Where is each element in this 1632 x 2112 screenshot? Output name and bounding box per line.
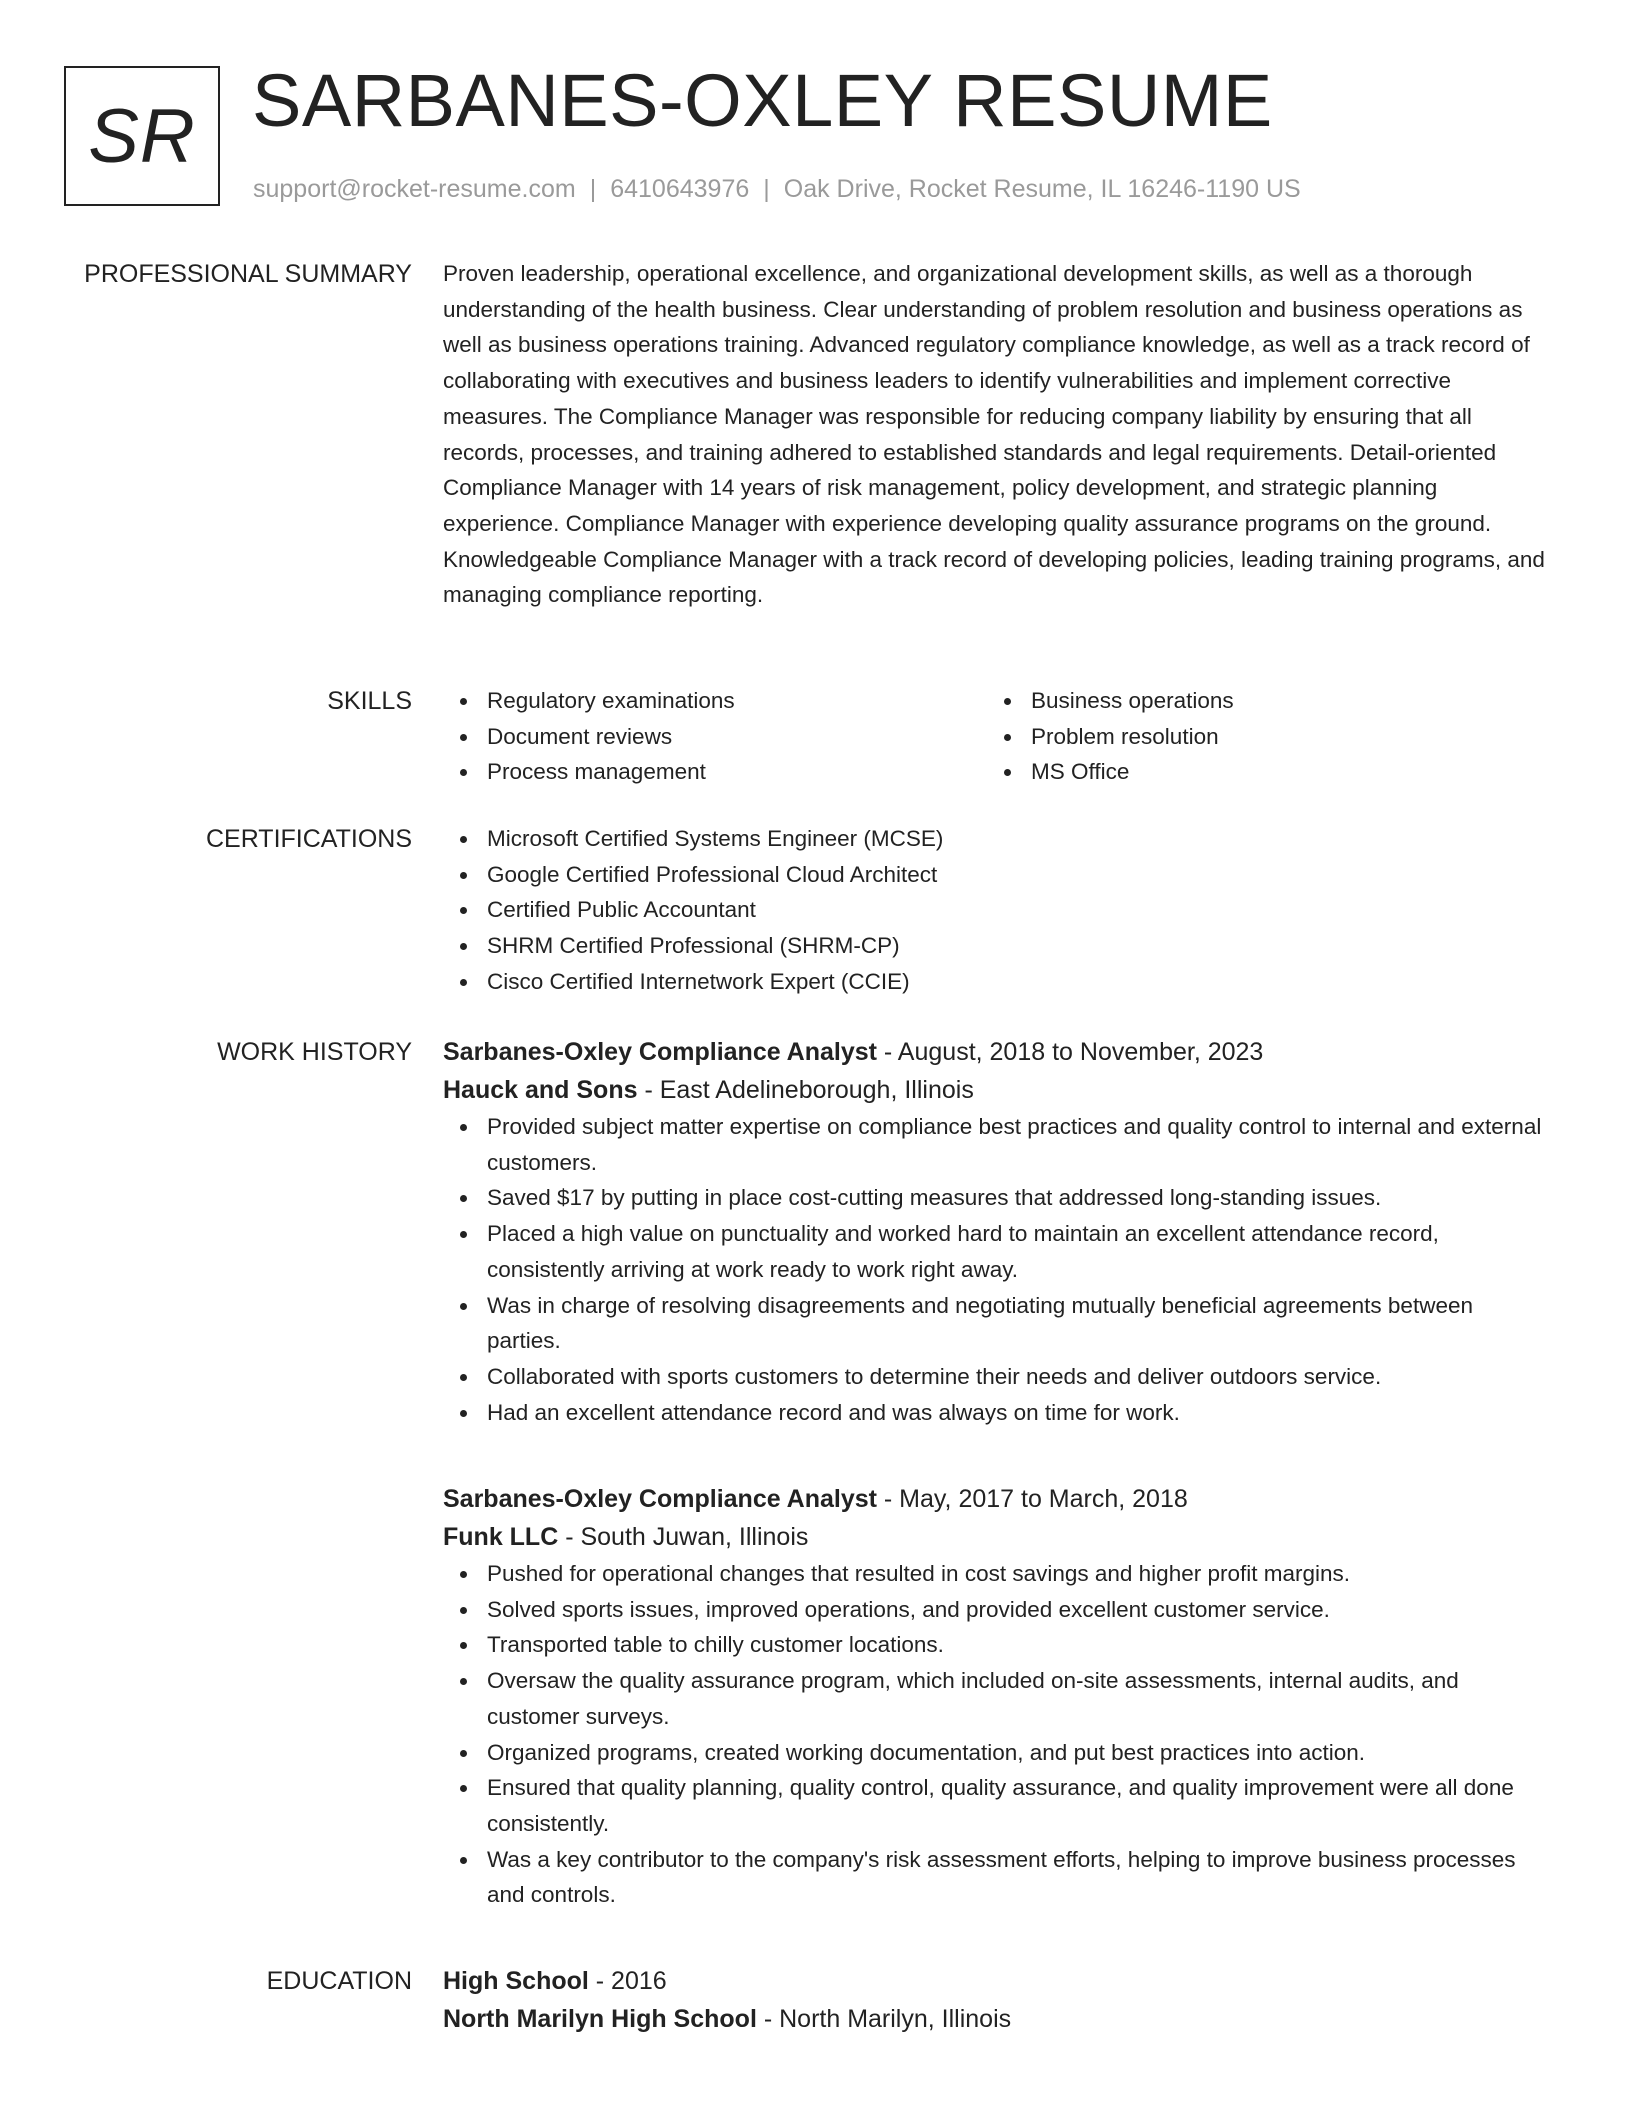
job-bullet: Was a key contributor to the company's risk assessment efforts, helping to improve business processes and controls.	[443, 1842, 1553, 1913]
job-dates: - May, 2017 to March, 2018	[876, 1485, 1188, 1513]
work-history-body	[443, 1034, 1553, 1430]
job-bullet: Had an excellent attendance record and was always on time for work.	[443, 1395, 1553, 1431]
certification-item: Certified Public Accountant	[443, 892, 1553, 928]
section-label-summary: PROFESSIONAL SUMMARY	[84, 260, 412, 288]
job-bullet: Ensured that quality planning, quality control, quality assurance, and quality improvement were all done consistently.	[443, 1770, 1553, 1841]
section-label-work-history: WORK HISTORY	[217, 1038, 412, 1066]
job-bullet: Placed a high value on punctuality and worked hard to maintain an excellent attendance record, consistently arriving at work ready to work right away.	[443, 1216, 1553, 1287]
page-title: SARBANES-OXLEY RESUME	[252, 59, 1273, 142]
contact-address: Oak Drive, Rocket Resume, IL 16246-1190 US	[783, 175, 1301, 203]
job-bullet: Saved $17 by putting in place cost-cutting measures that addressed long-standing issues.	[443, 1180, 1553, 1216]
job-bullet: Provided subject matter expertise on compliance best practices and quality control to internal and external customers.	[443, 1109, 1553, 1180]
skill-item: Regulatory examinations	[443, 683, 987, 719]
job-bullet: Solved sports issues, improved operations, and provided excellent customer service.	[443, 1592, 1553, 1628]
skills-body	[443, 683, 1553, 790]
job-company-line	[443, 1072, 1553, 1110]
job-bullet: Pushed for operational changes that resulted in cost savings and higher profit margins.	[443, 1556, 1553, 1592]
skill-item: Document reviews	[443, 719, 987, 755]
skill-item: Business operations	[987, 683, 1531, 719]
summary-body	[443, 256, 1553, 613]
job-bullets	[443, 1556, 1553, 1913]
certification-item: Google Certified Professional Cloud Architect	[443, 857, 1553, 893]
job-bullet: Was in charge of resolving disagreements and negotiating mutually beneficial agreements between parties.	[443, 1288, 1553, 1359]
job-bullet: Transported table to chilly customer locations.	[443, 1627, 1553, 1663]
skill-item: MS Office	[987, 754, 1531, 790]
job-location: - South Juwan, Illinois	[558, 1522, 809, 1551]
job-company: Hauck and Sons	[443, 1075, 638, 1104]
education-location: - North Marilyn, Illinois	[756, 2004, 1012, 2033]
contact-email: support@rocket-resume.com	[253, 175, 576, 203]
job-entry	[443, 1034, 1553, 1430]
job-title-line	[443, 1034, 1553, 1072]
certifications-body	[443, 821, 1553, 1000]
contact-line	[253, 172, 1301, 206]
education-body	[443, 1963, 1553, 2038]
job-bullet: Oversaw the quality assurance program, which included on-site assessments, internal audits, and customer surveys.	[443, 1663, 1553, 1734]
contact-separator: |	[763, 175, 770, 203]
section-label-education: EDUCATION	[266, 1967, 412, 1995]
section-label-skills: SKILLS	[327, 687, 412, 715]
contact-phone: 6410643976	[610, 175, 750, 203]
job-location: - East Adelineborough, Illinois	[637, 1075, 974, 1104]
job-company: Funk LLC	[443, 1522, 559, 1551]
job-bullets	[443, 1109, 1553, 1430]
job-bullet: Organized programs, created working documentation, and put best practices into action.	[443, 1735, 1553, 1771]
certification-item: Cisco Certified Internetwork Expert (CCIE)	[443, 964, 1553, 1000]
certification-item: SHRM Certified Professional (SHRM-CP)	[443, 928, 1553, 964]
job-entry	[443, 1481, 1553, 1913]
job-company-line	[443, 1519, 1553, 1557]
skills-grid	[443, 683, 1553, 790]
job-title: Sarbanes-Oxley Compliance Analyst	[443, 1485, 877, 1513]
summary-text: Proven leadership, operational excellence, and organizational development skills, as well as a thorough understanding of the health business. Clear understanding of problem resolution and business operations as well as business operations training. Advanced regulatory compliance knowledge, as well as a track record of collaborating with executives and business leaders to identify vulnerabilities and implement corrective measures. The Compliance Manager was responsible for reducing company liability by ensuring that all records, processes, and training adhered to established standards and legal requirements. Detail-oriented Compliance Manager with 14 years of risk management, policy development, and strategic planning experience. Compliance Manager with experience developing quality assurance programs on the ground. Knowledgeable Compliance Manager with a track record of developing policies, leading training programs, and managing compliance reporting.	[443, 261, 1545, 608]
job-bullet: Collaborated with sports customers to determine their needs and deliver outdoors service.	[443, 1359, 1553, 1395]
education-school: North Marilyn High School	[443, 2004, 757, 2033]
work-history-body-2	[443, 1481, 1553, 1913]
monogram-badge: SR	[64, 66, 220, 206]
contact-separator: |	[589, 175, 597, 203]
skill-item: Process management	[443, 754, 987, 790]
certifications-list	[443, 821, 1553, 1000]
section-label-certifications: CERTIFICATIONS	[205, 825, 412, 853]
skills-list-left	[443, 683, 987, 790]
job-dates: - August, 2018 to November, 2023	[876, 1038, 1264, 1066]
certification-item: Microsoft Certified Systems Engineer (MCSE)	[443, 821, 1553, 857]
skills-list-right	[987, 683, 1531, 790]
education-degree-line	[443, 1963, 1553, 2001]
education-school-line	[443, 2001, 1553, 2039]
education-year: - 2016	[588, 1967, 667, 1995]
education-degree: High School	[443, 1967, 589, 1995]
skill-item: Problem resolution	[987, 719, 1531, 755]
job-title-line	[443, 1481, 1553, 1519]
job-title: Sarbanes-Oxley Compliance Analyst	[443, 1038, 877, 1066]
